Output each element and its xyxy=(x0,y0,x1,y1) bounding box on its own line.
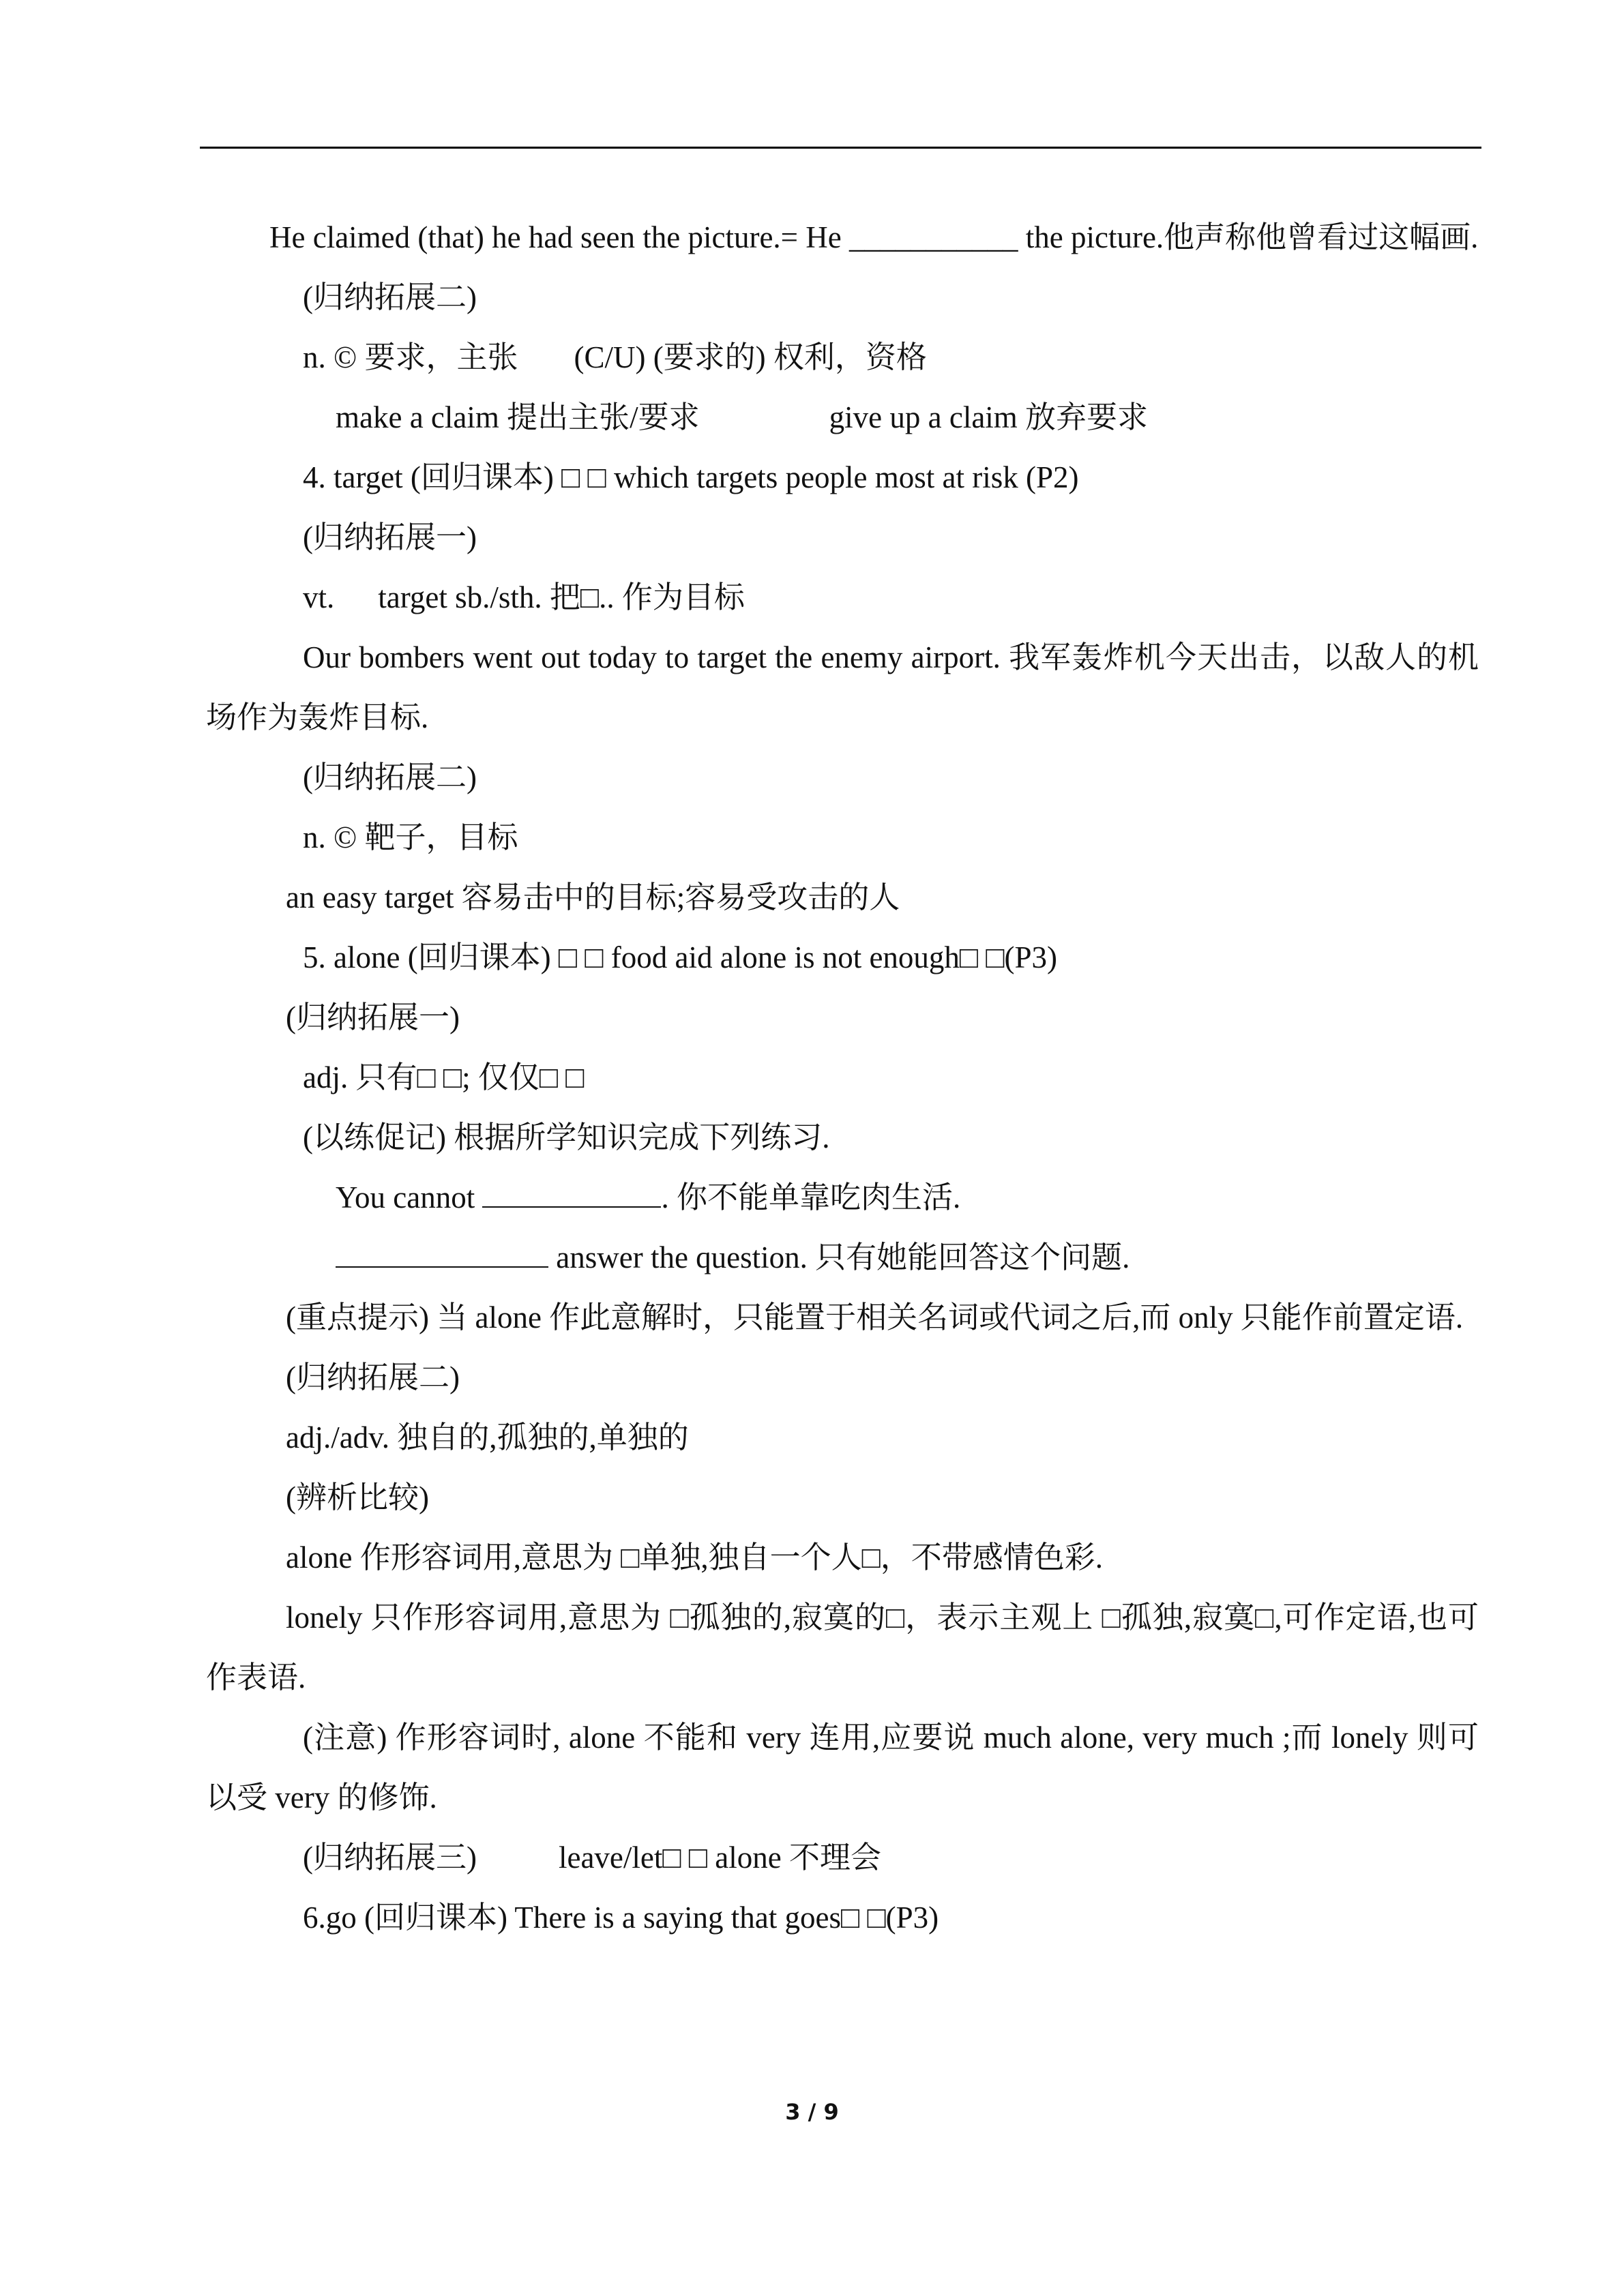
phrase-text: give up a claim 放弃要求 xyxy=(829,400,1149,434)
vocab-heading-go: 6.go (回归课本) There is a saying that goes□ □(P3) xyxy=(303,1900,939,1935)
paragraph-claim-example: He claimed (that) he had seen the picture.= He ___________ the picture.他声称他曾看过这幅画. xyxy=(269,220,1479,254)
definition-text: target sb./sth. 把□.. 作为目标 xyxy=(378,580,745,614)
section-heading: (归纳拓展二) xyxy=(303,280,477,314)
definition-line xyxy=(206,567,1479,627)
section-heading: (归纳拓展一) xyxy=(303,520,477,554)
phrase-line xyxy=(206,1828,1479,1888)
exercise-text: answer the question. 只有她能回答这个问题. xyxy=(556,1240,1130,1274)
comparison-line: alone 作形容词用,意思为 □单独,独自一个人□，不带感情色彩. xyxy=(286,1540,1104,1575)
paragraph-note: (注意) 作形容词时, alone 不能和 very 连用,应要说 much alone, very much ;而 lonely 则可以受 very 的修饰. xyxy=(206,1720,1479,1815)
definition-text: (C/U) (要求的) 权利，资格 xyxy=(574,340,927,374)
vocab-heading-target: 4. target (回归课本) □ □ which targets people most at risk (P2) xyxy=(303,460,1079,494)
definition-text: vt. xyxy=(303,580,335,614)
section-heading: (归纳拓展二) xyxy=(303,760,477,794)
section-heading: (归纳拓展一) xyxy=(286,1000,460,1034)
phrase-text: leave/let□ □ alone 不理会 xyxy=(558,1840,881,1875)
exercise-text: . 你不能单靠吃肉生活. xyxy=(661,1180,961,1214)
exercise-text: You cannot xyxy=(336,1180,475,1214)
phrase-line: an easy target 容易击中的目标;容易受攻击的人 xyxy=(286,880,900,914)
answer-blank[interactable] xyxy=(482,1179,661,1208)
definition-text: n. © 要求，主张 xyxy=(303,340,518,374)
exercise-line xyxy=(206,1227,1479,1287)
exercise-heading: (以练促记) 根据所学知识完成下列练习. xyxy=(303,1120,830,1154)
header-rule xyxy=(200,147,1481,149)
section-heading: (辨析比较) xyxy=(286,1480,429,1515)
phrase-line xyxy=(206,387,1479,447)
definition-line: n. © 靶子，目标 xyxy=(303,820,518,854)
vocab-heading-alone: 5. alone (回归课本) □ □ food aid alone is not enough□ □(P3) xyxy=(303,940,1058,974)
paragraph-lonely: lonely 只作形容词用,意思为 □孤独的,寂寞的□，表示主观上 □孤独,寂寞□,可作定语,也可作表语. xyxy=(206,1600,1479,1695)
phrase-text: make a claim 提出主张/要求 xyxy=(336,400,700,434)
document-body xyxy=(206,207,1479,1948)
paragraph-key-tip: (重点提示) 当 alone 作此意解时，只能置于相关名词或代词之后,而 only 只能作前置定语. xyxy=(286,1300,1464,1335)
page-number: 3 / 9 xyxy=(785,2099,839,2125)
section-heading: (归纳拓展三) xyxy=(303,1840,477,1875)
section-heading: (归纳拓展二) xyxy=(286,1360,460,1395)
paragraph-target-example: Our bombers went out today to target the enemy airport. 我军轰炸机今天出击，以敌人的机场作为轰炸目标. xyxy=(206,640,1479,734)
exercise-line xyxy=(206,1167,1479,1227)
definition-line: adj. 只有□ □; 仅仅□ □ xyxy=(303,1060,585,1094)
definition-line xyxy=(206,327,1479,387)
definition-line: adj./adv. 独自的,孤独的,单独的 xyxy=(286,1420,689,1455)
answer-blank[interactable] xyxy=(336,1239,548,1268)
